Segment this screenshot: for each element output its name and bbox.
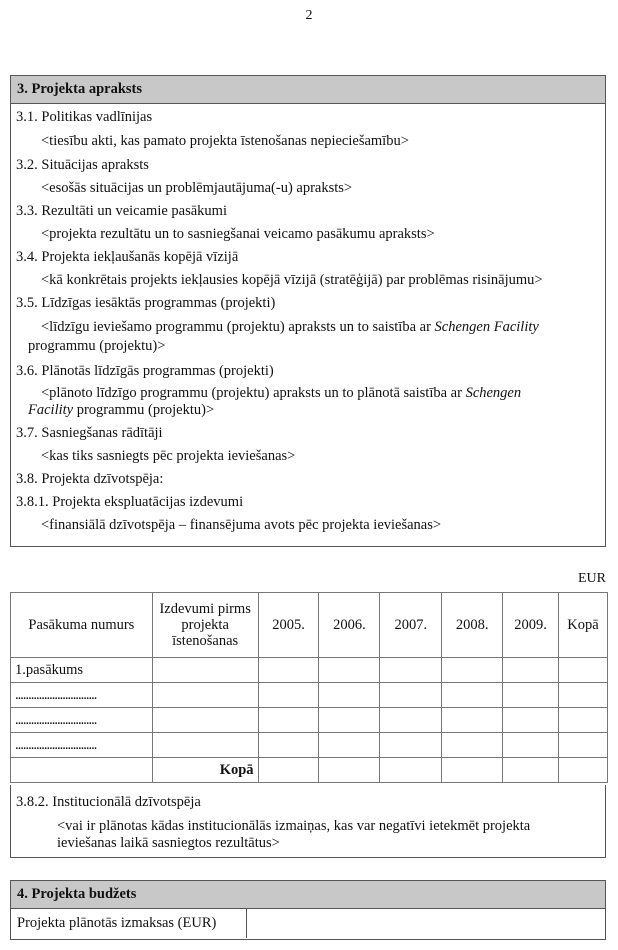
cell[interactable] (319, 733, 380, 758)
cell[interactable] (442, 683, 503, 708)
item-hint: <projekta rezultātu un to sasniegšanai veicamo pasākumu apraksts> (41, 226, 435, 242)
item-hint-cont: programmu (projektu)> (28, 338, 166, 354)
item-label: 3.5. Līdzīgas iesāktās programmas (projekti) (16, 295, 276, 311)
section-4-box (10, 880, 606, 940)
col-header: 2006. (319, 593, 380, 658)
row-label: ............................... (11, 733, 153, 758)
hint-text: <plānoto līdzīgo programmu (projektu) apraksts un to plānotā saistība ar (41, 385, 466, 401)
cell[interactable] (503, 758, 559, 783)
cell[interactable] (442, 733, 503, 758)
row-label: ............................... (11, 683, 153, 708)
item-382-box (10, 785, 606, 858)
table-total-row (11, 758, 608, 783)
cell[interactable] (258, 708, 319, 733)
cell[interactable] (559, 733, 608, 758)
hint-italic: Schengen Facility (434, 319, 539, 335)
hint-italic: Schengen (465, 385, 522, 401)
hint-italic: Facility (28, 402, 74, 418)
item-label: 3.6. Plānotās līdzīgās programmas (projekti) (16, 363, 274, 379)
item-label: 3.8.1. Projekta ekspluatācijas izdevumi (16, 494, 244, 510)
item-hint: <vai ir plānotas kādas institucionālās izmaiņas, kas var negatīvi ietekmēt projekta ieviešanas laikā sasniegtos rezultātus> (57, 818, 531, 851)
item-hint (41, 385, 599, 402)
item-hint: <esošās situācijas un problēmjautājuma(-u) apraksts> (41, 180, 353, 196)
table-row (11, 683, 608, 708)
total-label: Kopā (152, 758, 258, 783)
cell[interactable] (258, 658, 319, 683)
item-hint: <kas tiks sasniegts pēc projekta ieviešanas> (41, 448, 296, 464)
cell[interactable] (152, 658, 258, 683)
cell[interactable] (559, 758, 608, 783)
item-label: 3.8. Projekta dzīvotspēja: (16, 471, 164, 487)
item-label: 3.2. Situācijas apraksts (16, 157, 149, 173)
cell[interactable] (380, 683, 442, 708)
item-label: 3.1. Politikas vadlīnijas (16, 109, 153, 125)
table-row (11, 658, 608, 683)
item-label: 3.3. Rezultāti un veicamie pasākumi (16, 203, 227, 219)
cell[interactable] (380, 733, 442, 758)
cell[interactable] (503, 683, 559, 708)
table-row (11, 708, 608, 733)
col-header: Izdevumi pirms projekta īstenošanas (152, 593, 258, 658)
section-3-box (10, 75, 606, 547)
cell[interactable] (258, 733, 319, 758)
col-header: 2008. (442, 593, 503, 658)
row-label: ............................... (11, 708, 153, 733)
cell[interactable] (380, 658, 442, 683)
table-header-row (11, 593, 608, 658)
budget-label: Projekta plānotās izmaksas (EUR) (11, 909, 247, 938)
col-header: 2007. (380, 593, 442, 658)
table-row (11, 733, 608, 758)
item-label: 3.7. Sasniegšanas rādītāji (16, 425, 163, 441)
cell[interactable] (559, 658, 608, 683)
currency-label: EUR (578, 571, 606, 586)
item-label: 3.8.2. Institucionālā dzīvotspēja (16, 794, 201, 810)
cell[interactable] (258, 758, 319, 783)
cell[interactable] (258, 683, 319, 708)
hint-text: <līdzīgu ieviešamo programmu (projektu) apraksts un to saistība ar (41, 319, 435, 335)
col-header: Pasākuma numurs (11, 593, 153, 658)
expenses-table (10, 592, 608, 783)
hint-text: programmu (projektu)> (73, 402, 215, 418)
page-number: 2 (305, 8, 313, 23)
cell[interactable] (319, 683, 380, 708)
cell[interactable] (380, 708, 442, 733)
cell[interactable] (319, 708, 380, 733)
col-header: 2005. (258, 593, 319, 658)
section-3-title: 3. Projekta apraksts (11, 76, 605, 104)
item-hint-cont (28, 402, 599, 419)
cell[interactable] (152, 708, 258, 733)
budget-value[interactable] (248, 909, 605, 938)
cell[interactable] (152, 683, 258, 708)
cell[interactable] (152, 733, 258, 758)
item-hint: <kā konkrētais projekts iekļausies kopējā vīzijā (stratēģijā) par problēmas risinājumu> (41, 272, 543, 288)
section-4-title: 4. Projekta budžets (11, 881, 605, 909)
item-label: 3.4. Projekta iekļaušanās kopējā vīzijā (16, 249, 239, 265)
cell[interactable] (503, 658, 559, 683)
cell[interactable] (442, 658, 503, 683)
cell[interactable] (559, 708, 608, 733)
item-hint: <finansiālā dzīvotspēja – finansējuma avots pēc projekta ieviešanas> (41, 517, 442, 533)
cell[interactable] (380, 758, 442, 783)
row-label: 1.pasākums (11, 658, 153, 683)
cell[interactable] (503, 733, 559, 758)
col-header: Kopā (559, 593, 608, 658)
cell[interactable] (319, 658, 380, 683)
item-hint (41, 319, 599, 336)
cell[interactable] (319, 758, 380, 783)
cell[interactable] (442, 708, 503, 733)
item-hint: <tiesību akti, kas pamato projekta īstenošanas nepieciešamību> (41, 133, 409, 149)
cell (11, 758, 153, 783)
cell[interactable] (503, 708, 559, 733)
cell[interactable] (559, 683, 608, 708)
cell[interactable] (442, 758, 503, 783)
col-header: 2009. (503, 593, 559, 658)
